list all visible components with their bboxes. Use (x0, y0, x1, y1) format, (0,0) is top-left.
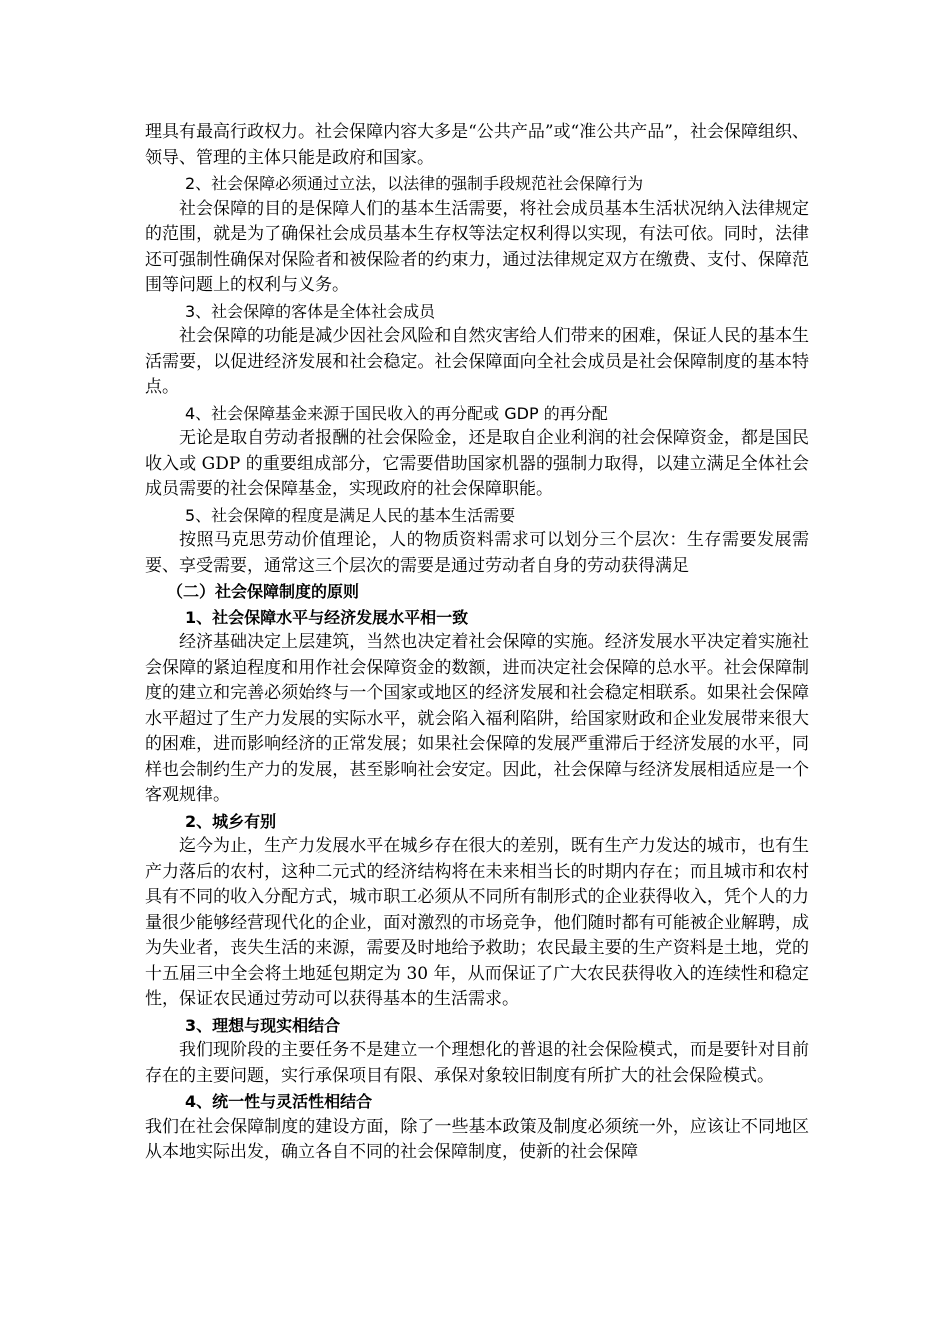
paragraph-principle-3: 我们现阶段的主要任务不是建立一个理想化的普退的社会保险模式，而是要针对目前存在的主要问题，实行承保项目有限、承保对象较旧制度有所扩大的社会保险模式。 (145, 1040, 809, 1086)
principle-heading-2: 2、城乡有别 (185, 811, 277, 831)
heading-item-2: 2、社会保障必须通过立法，以法律的强制手段规范社会保障行为 (185, 174, 644, 193)
paragraph-principle-4: 我们在社会保障制度的建设方面，除了一些基本政策及制度必须统一外，应该让不同地区从本地实际出发，确立各自不同的社会保障制度，使新的社会保障 (145, 1116, 809, 1162)
principle-heading-3: 3、理想与现实相结合 (185, 1015, 341, 1035)
paragraph-legislation: 社会保障的目的是保障人们的基本生活需要，将社会成员基本生活状况纳入法律规定的范围，就是为了确保社会成员基本生存权等法定权利得以实现，有法可依。同时，法律还可强制性确保对保险者和被保险者的约束力，通过法律规定双方在缴费、支付、保障范围等问题上的权利与义务。 (145, 198, 809, 295)
heading-item-5: 5、社会保障的程度是满足人民的基本生活需要 (185, 505, 516, 525)
paragraph-object: 社会保障的功能是减少因社会风险和自然灾害给人们带来的困难，保证人民的基本生活需要，以促进经济发展和社会稳定。社会保障面向全社会成员是社会保障制度的基本特点。 (145, 326, 809, 397)
paragraph-intro: 理具有最高行政权力。社会保障内容大多是“公共产品”或“准公共产品”，社会保障组织、领导、管理的主体只能是政府和国家。 (145, 122, 809, 168)
paragraph-principle-2: 迄今为止，生产力发展水平在城乡存在很大的差别，既有生产力发达的城市，也有生产力落后的农村，这种二元式的经济结构将在未来相当长的时期内存在；而且城市和农村具有不同的收入分配方式，城市职工必须从不同所有制形式的企业获得收入，凭个人的力量很少能够经营现代化的企业，面对激烈的市场竞争，他们随时都有可能被企业解聘，成为失业者，丧失生活的来源，需要及时地给予救助；农民最主要的生产资料是土地，党的十五届三中全会将土地延包期定为 30 年，从而保证了广大农民获得收入的连续性和稳定性，保证农民通过劳动可以获得基本的生活需求。 (145, 836, 809, 1009)
section-heading-principles: （二）社会保障制度的原则 (167, 582, 360, 601)
paragraph-fund-source: 无论是取自劳动者报酬的社会保险金，还是取自企业利润的社会保障资金，都是国民收入或 GDP 的重要组成部分，它需要借助国家机器的强制力取得，以建立满足全体社会成员需要的社会保障基金，实现政府的社会保障职能。 (145, 428, 809, 499)
principle-heading-1: 1、社会保障水平与经济发展水平相一致 (185, 607, 469, 627)
principle-heading-4: 4、统一性与灵活性相结合 (185, 1092, 373, 1111)
paragraph-principle-1: 经济基础决定上层建筑，当然也决定着社会保障的实施。经济发展水平决定着实施社会保障的紧迫程度和用作社会保障资金的数额，进而决定社会保障的总水平。社会保障制度的建立和完善必须始终与一个国家或地区的经济发展和社会稳定相联系。如果社会保障水平超过了生产力发展的实际水平，就会陷入福利陷阱，给国家财政和企业发展带来很大的困难，进而影响经济的正常发展；如果社会保障的发展严重滞后于经济发展的水平，同样也会制约生产力的发展，甚至影响社会安定。因此，社会保障与经济发展相适应是一个客观规律。 (145, 632, 809, 805)
document-page (145, 120, 809, 1166)
heading-item-3: 3、社会保障的客体是全体社会成员 (185, 301, 436, 321)
heading-item-4: 4、社会保障基金来源于国民收入的再分配或 GDP 的再分配 (185, 403, 608, 423)
paragraph-needs: 按照马克思劳动价值理论，人的物质资料需求可以划分三个层次：生存需要发展需要、享受需要，通常这三个层次的需要是通过劳动者自身的劳动获得满足 (145, 530, 809, 576)
